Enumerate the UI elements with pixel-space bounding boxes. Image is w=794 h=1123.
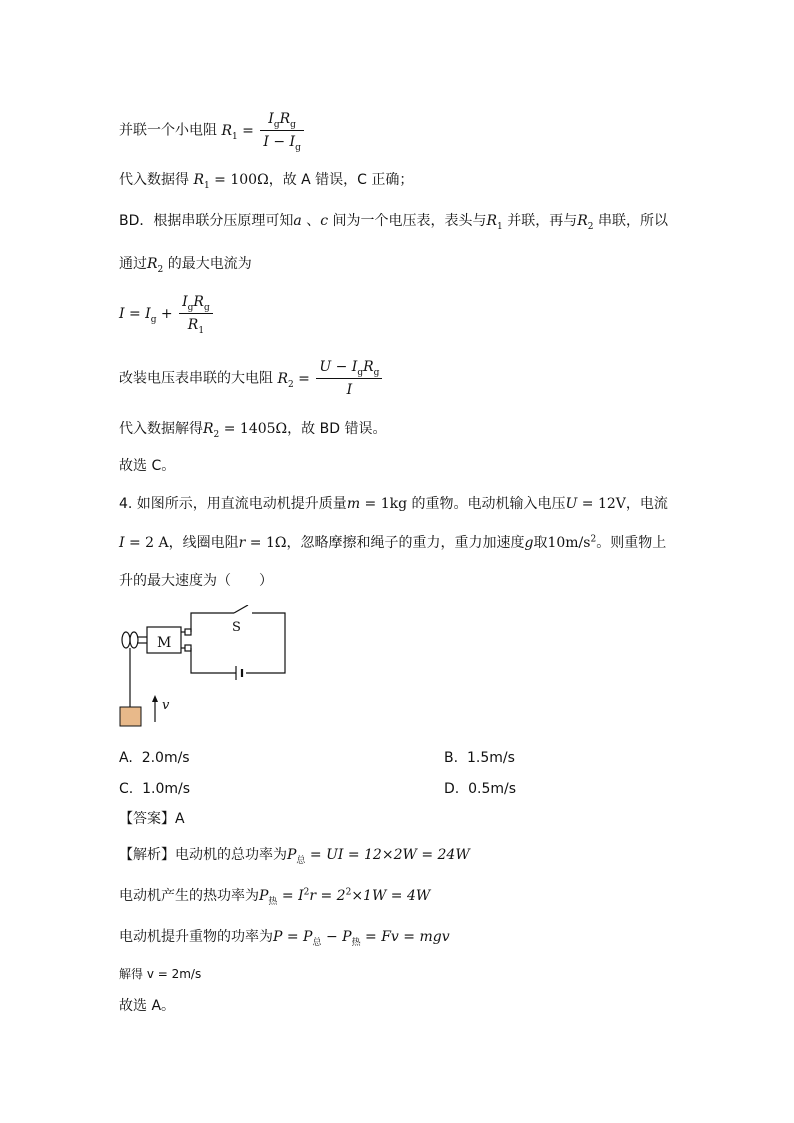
math-sub: 热 <box>268 896 278 907</box>
pulley-wheel <box>122 632 130 648</box>
parallel-resistor-line <box>119 110 306 151</box>
math-var: R <box>277 370 288 387</box>
math-eq: = UI = 12×2W = 24W <box>305 847 470 863</box>
math-expr <box>259 887 431 907</box>
option-label: A. <box>119 750 133 766</box>
option-d[interactable] <box>444 779 516 799</box>
text: ，故 A 错误，C 正确； <box>268 172 414 188</box>
analysis-line-5 <box>119 996 175 1016</box>
math-sub: 2 <box>157 264 164 275</box>
text: 电动机产生的热功率为 <box>119 888 259 904</box>
option-a[interactable] <box>119 748 190 768</box>
text: 、 <box>301 213 321 229</box>
math-sub: g <box>290 119 296 130</box>
series-resistor-line <box>119 358 384 399</box>
solve-r2-line <box>119 419 386 439</box>
analysis-line-4 <box>119 964 201 984</box>
analysis-line-1 <box>119 845 470 865</box>
math-value: = 2 A <box>124 535 169 551</box>
pulley-wheel <box>130 632 138 648</box>
question-4-line-1 <box>119 494 668 514</box>
option-b[interactable] <box>444 748 515 768</box>
math-sub: 1 <box>204 180 210 191</box>
text: 串联，所以 <box>593 213 668 229</box>
math-sub: 总 <box>312 937 322 948</box>
analysis-line-3 <box>119 927 450 947</box>
math-sub: 热 <box>351 937 361 948</box>
math-var: g <box>524 535 534 551</box>
fraction-denominator <box>179 314 213 334</box>
fraction-numerator <box>316 358 382 379</box>
math-var: c <box>320 213 329 229</box>
math-value: = 1405Ω <box>219 421 288 437</box>
text: 故选 A。 <box>119 998 176 1014</box>
text: 代入数据解得 <box>119 421 203 437</box>
text: 间为一个电压表，表头与 <box>328 213 487 229</box>
text: 解得 v = 2m/s <box>119 967 202 981</box>
fraction <box>260 110 303 151</box>
math-var: R <box>193 172 204 188</box>
math-var: I <box>182 294 188 310</box>
circuit-wire-top <box>191 613 234 632</box>
math-value: 10m/s <box>547 535 591 551</box>
math-var: R <box>193 294 204 310</box>
substitute-line <box>119 170 413 190</box>
math-sub: g <box>373 367 380 378</box>
text: 电动机提升重物的功率为 <box>119 929 273 945</box>
math-expr <box>119 305 178 325</box>
math-eq: r = 2 <box>309 888 346 904</box>
fraction-numerator <box>260 110 303 131</box>
text: 改装电压表串联的大电阻 <box>119 370 273 387</box>
option-label: B. <box>444 750 459 766</box>
math-value: = 100Ω <box>209 172 269 188</box>
fraction <box>316 358 382 399</box>
math-sub: 1 <box>198 325 205 336</box>
math-sub: 总 <box>296 855 306 866</box>
math-var: m <box>346 496 361 512</box>
math-expr <box>193 172 210 191</box>
math-var: R <box>279 111 291 127</box>
motor-label: M <box>157 635 172 651</box>
fraction-denominator <box>316 379 382 399</box>
weight-block <box>120 707 141 726</box>
math-expr <box>577 213 594 232</box>
option-value: 1.0m/s <box>142 781 191 797</box>
math-sup: 2 <box>303 887 310 898</box>
question-4-line-3 <box>119 571 273 591</box>
text: 【解析】电动机的总功率为 <box>119 847 287 863</box>
math-sup: 2 <box>345 887 352 898</box>
answer-text: 【答案】A <box>119 811 185 827</box>
math-eq: − P <box>321 929 352 945</box>
math-var: U <box>565 496 578 512</box>
text: 升的最大速度为（ ） <box>119 573 273 589</box>
question-4-line-2 <box>119 533 666 553</box>
math-expr <box>203 421 220 440</box>
math-var: P <box>259 888 269 904</box>
motor-circuit-figure <box>115 605 295 730</box>
switch-label: S <box>232 620 241 635</box>
text: 代入数据得 <box>119 172 189 188</box>
switch-blade <box>234 605 248 613</box>
text: 的重物。电动机输入电压 <box>407 496 566 512</box>
math-sub: g <box>273 119 280 130</box>
math-sub: 2 <box>587 221 594 232</box>
velocity-arrowhead <box>152 695 158 702</box>
math-expr <box>147 256 164 275</box>
analysis-line-2 <box>119 886 430 906</box>
math-sub: 1 <box>232 131 238 142</box>
math-sub: g <box>150 314 157 325</box>
math-value: = 1Ω <box>245 535 287 551</box>
circuit-wire-right <box>246 613 285 673</box>
option-label: D. <box>444 781 460 797</box>
math-value: = 1kg <box>360 496 408 512</box>
math-var: I − I <box>263 134 296 150</box>
math-var: R <box>187 317 199 333</box>
fraction <box>179 293 213 334</box>
text: 。则重物上 <box>596 535 667 551</box>
math-value: = 12V <box>577 496 626 512</box>
math-r1: $R_1$ = <box>221 122 259 142</box>
choose-c-line <box>119 456 175 476</box>
math-expr: $R_2$ = <box>277 370 315 390</box>
velocity-label: v <box>162 698 170 713</box>
math-var: R <box>147 256 158 272</box>
option-value: 0.5m/s <box>468 781 517 797</box>
text: 的最大电流为 <box>163 256 252 272</box>
text: 并联一个小电阻 <box>119 122 217 139</box>
text: 故选 C。 <box>119 458 176 474</box>
text: 并联，再与 <box>502 213 578 229</box>
math-sub: 2 <box>213 429 220 440</box>
math-expr <box>486 213 503 232</box>
text: ，电流 <box>625 496 668 512</box>
math-var: R <box>363 359 374 375</box>
math-sub: g <box>203 302 210 313</box>
math-var: a <box>293 213 302 229</box>
math-eq: P = P <box>273 929 313 945</box>
text: BD．根据串联分压原理可知 <box>119 213 294 229</box>
math-var: r <box>238 535 246 551</box>
answer-line <box>119 809 185 829</box>
circuit-wire-bottom <box>191 648 236 673</box>
math-sup: 2 <box>590 534 597 545</box>
math-sub: g <box>357 367 364 378</box>
math-var: R <box>221 122 232 139</box>
text: 通过 <box>119 256 147 272</box>
math-expr <box>287 847 470 866</box>
math-op: + <box>156 305 178 322</box>
current-formula-line <box>119 293 215 334</box>
max-current-line <box>119 254 252 274</box>
fraction-denominator <box>260 131 303 151</box>
math-var: R <box>577 213 588 229</box>
math-sub: g <box>295 142 301 153</box>
text: 取 <box>533 535 548 551</box>
option-value: 2.0m/s <box>141 750 190 766</box>
fraction-numerator <box>179 293 213 314</box>
math-sub: g <box>187 302 194 313</box>
option-label: C. <box>119 781 134 797</box>
text: ，故 BD 错误。 <box>287 421 387 437</box>
math-var: R <box>486 213 498 229</box>
math-var: U − I <box>319 359 358 375</box>
math-sub: 1 <box>497 221 503 232</box>
math-var: I <box>119 535 125 551</box>
math-eq: ×1W = 4W <box>351 888 431 904</box>
bd-analysis-line <box>119 211 668 231</box>
math-eq: = I <box>277 888 304 904</box>
math-var: I <box>346 382 353 398</box>
math-sub: 2 <box>288 379 294 390</box>
math-var: I <box>268 111 274 127</box>
math-var: I = I <box>119 305 151 322</box>
text: 4. 如图所示，用直流电动机提升质量 <box>119 496 347 512</box>
text: ，线圈电阻 <box>168 535 239 551</box>
math-eq: = Fv = mgv <box>360 929 450 945</box>
math-var: P <box>287 847 297 863</box>
text: ，忽略摩擦和绳子的重力，重力加速度 <box>286 535 525 551</box>
math-expr <box>273 929 450 948</box>
option-c[interactable] <box>119 779 190 799</box>
option-value: 1.5m/s <box>466 750 515 766</box>
math-var: R <box>203 421 214 437</box>
